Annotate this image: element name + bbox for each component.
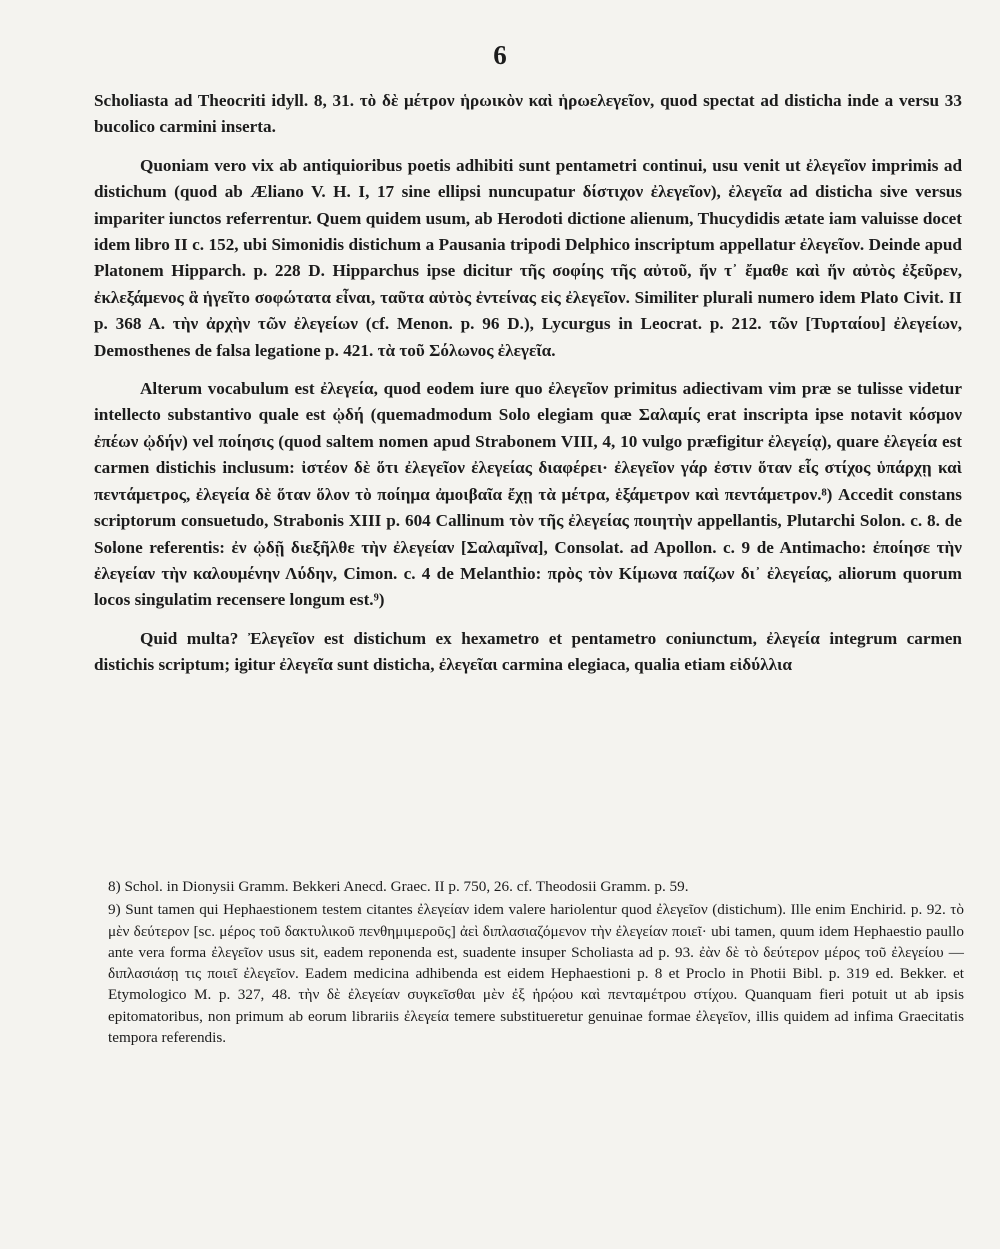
footnote-marker: 9) [108,901,121,919]
paragraph-3: Alterum vocabulum est ἐλεγεία, quod eodem iure quo ἐλεγεῖον primitus adiectivam vim præ se tulisse videtur intellecto substantivo quale est ᾠδή (quemadmodum Solo elegiam quæ Σαλαμίς erat inscripta ipse notavit κόσμον ἐπέων ᾠδήν) vel ποίησις (quod saltem nomen apud Strabonem VIII, 4, 10 vulgo præfigitur ἐλεγείᾳ), quare ἐλεγεία est carmen distichis inclusum: ἰστέον δὲ ὅτι ἐλεγεῖον ἐλεγείας διαφέρει· ἐλεγεῖον γάρ ἐστιν ὅταν εἷς στίχος ὑπάρχῃ καὶ πεντάμετρος, ἐλεγεία δὲ ὅταν ὅλον τὸ ποίημα ἀμοιβαῖα ἔχῃ τὰ μέτρα, ἑξάμετρον καὶ πεντάμετρον.⁸) Accedit constans scriptorum consuetudo, Strabonis XIII p. 604 Callinum τὸν τῆς ἐλεγείας ποιητὴν appellantis, Plutarchi Solon. c. 8. de Solone referentis: ἐν ᾠδῇ διεξῆλθε τὴν ἐλεγείαν [Σαλαμῖνα], Consolat. ad Apollon. c. 9 de Antimacho: ἐποίησε τὴν ἐλεγείαν τὴν καλουμένην Λύδην, Cimon. c. 4 de Melanthio: πρὸς τὸν Κίμωνα παίζων δι᾽ ἐλεγείας, aliorum quorum locos singulatim recensere longum est.⁹) [94,379,962,610]
main-text [94,88,962,691]
paragraph-4: Quid multa? Ἐλεγεῖον est distichum ex hexametro et pentametro coniunctum, ἐλεγεία integrum carmen distichis scriptum; igitur ἐλεγεῖα sunt disticha, ἐλεγεῖαι carmina elegiaca, qualia etiam εἰδύλλια [94,628,962,675]
footnote-8 [108,876,964,897]
footnotes [108,876,964,1050]
paragraph-1: Scholiasta ad Theocriti idyll. 8, 31. τὸ δὲ μέτρον ἡρωικὸν καὶ ἡρωελεγεῖον, quod spectat ad disticha inde a versu 33 bucolico carmini inserta. [94,91,962,137]
footnote-text: Schol. in Dionysii Gramm. Bekkeri Anecd. Graec. II p. 750, 26. cf. Theodosii Gramm. p. 59. [124,878,689,895]
page-number: 6 [493,40,507,70]
paragraph-2: Quoniam vero vix ab antiquioribus poetis adhibiti sunt pentametri continui, usu venit ut ἐλεγεῖον imprimis ad distichum (quod ab Æliano V. H. I, 17 sine ellipsi nuncupatur δίστιχον ἐλεγεῖον), ἐλεγεῖα ad disticha sive versus impariter iunctos referrentur. Quem quidem usum, ab Herodoti dictione alienum, Thucydidis ætate iam valuisse docet idem libro II c. 152, ubi Simonidis distichum a Pausania tripodi Delphico inscriptum appellatur ἐλεγεῖον. Deinde apud Platonem Hipparch. p. 228 D. Hipparchus ipse dicitur τῆς σοφίης τῆς αὐτοῦ, ἥν τ᾽ ἔμαθε καὶ ἥν αὐτὸς ἐξεῦρεν, ἐκλεξάμενος ἃ ἡγεῖτο σοφώτατα εἶναι, ταῦτα αὐτὸς ἐντείνας εἰς ἐλεγεῖον. Similiter plurali numero idem Plato Civit. II p. 368 A. τὴν ἀρχὴν τῶν ἐλεγείων (cf. Menon. p. 96 D.), Lycurgus in Leocrat. p. 212. τῶν [Τυρταίου] ἐλεγείων, Demosthenes de falsa legatione p. 421. τὰ τοῦ Σόλωνος ἐλεγεῖα. [94,155,962,360]
footnote-text: Sunt tamen qui Hephaestionem testem citantes ἐλεγείαν idem valere hariolentur quod ἐλεγεῖον (distichum). Ille enim Enchirid. p. 92. τὸ μὲν δεύτερον [sc. μέρος τοῦ δακτυλικοῦ πενθημιμεροῦς] ἀεὶ διπλασιαζόμενον τὴν ἐλεγείαν ποιεῖ· ubi tamen, quum idem Hephaestio paullo ante vera forma ἐλεγεῖον usus sit, eadem reponenda est, suadente insuper Scholiasta ad p. 93. ἐὰν δὲ τὸ δεύτερον μέρος τοῦ ἐλεγείου — διπλασιάσῃ τις ποιεῖ ἐλεγεῖον. Eadem medicina adhibenda est eidem Hephaestioni p. 8 et Proclo in Photii Bibl. p. 319 ed. Bekker. et Etymologico M. p. 327, 48. τὴν δὲ ἐλεγείαν συγκεῖσθαι μὲν ἐξ ἡρῴου καὶ πενταμέτρου στίχου. Quanquam fieri potuit ut ab ipsis epitomatoribus, non primum ab eorum librariis ἐλεγεία temere substitueretur genuinae formae ἐλεγεῖον, illis quidem ad infima Graecitatis tempora referendis. [108,901,964,1047]
footnote-9 [108,899,964,1048]
footnote-marker: 8) [108,878,121,895]
